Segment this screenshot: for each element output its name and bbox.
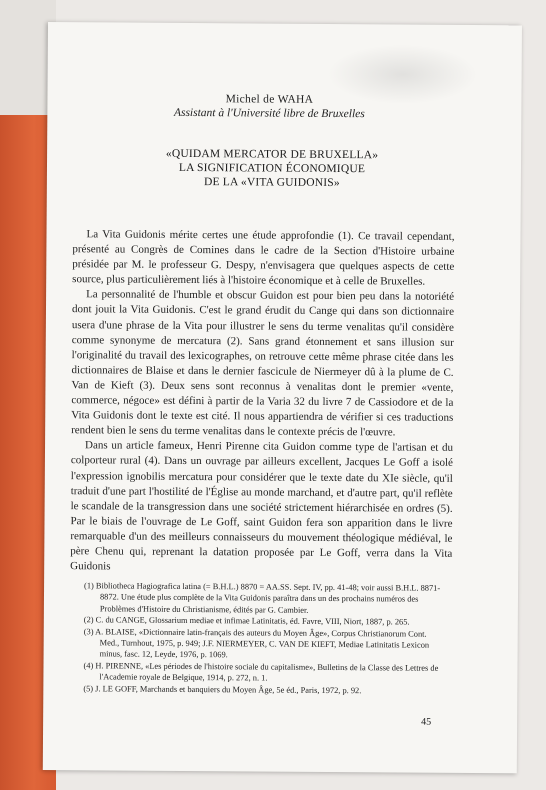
author-block	[159, 93, 379, 121]
title-line-2: LA SIGNIFICATION ÉCONOMIQUE	[178, 161, 366, 176]
title-line-1: «QUIDAM MERCATOR DE BRUXELLA»	[165, 147, 379, 162]
title-line-3: DE LA «VITA GUIDONIS»	[203, 176, 340, 190]
footnote-1: (1) Bibliotheca Hagiografica latina (= B.H.L.) 8870 = AA.SS. Sept. IV, pp. 41-48; voir aussi B.H.L. 8871-8872. Une étude plus complète de la Vita Guidonis paraîtra dans un des prochains numéros des Problèmes d'Histoire du Christianisme, édités par G. Cambier.	[84, 581, 441, 615]
article-body	[70, 227, 454, 577]
author-name: Michel de WAHA	[225, 93, 314, 106]
footnote-2: (2) C. du CANGE, Glossarium mediae et infimae Latinitatis, éd. Favre, VIII, Niort, 1887, p. 265.	[83, 615, 410, 627]
author-affiliation: Assistant à l'Université libre de Bruxelles	[173, 106, 365, 121]
document-page	[43, 22, 522, 773]
page-number: 45	[421, 716, 432, 728]
footnote-5: (5) J. LE GOFF, Marchands et banquiers du Moyen Âge, 5e éd., Paris, 1972, p. 92.	[83, 683, 362, 695]
footnote-4: (4) H. PIRENNE, «Les périodes de l'histoire sociale du capitalisme», Bulletins de la Classe des Lettres de l'Academie royale de Belgique, 1914, p. 272, n. 1.	[83, 661, 439, 683]
footnotes	[83, 580, 444, 697]
body-paragraph-2: La personnalité de l'humble et obscur Guidon est pour bien peu dans la notoriété dont jouit la Vita Guidonis. C'est le grand érudit du Cange qui dans son dictionnaire usera d'une phrase de la Vita pour illustrer le sens du terme venalitas qu'il considère comme synonyme de mercatura (2). Sans grand étonnement et sans illusion sur l'originalité du travail des lexicographes, on retrouve cette même phrase citée dans les dictionnaires de Blaise et dans le dernier fascicule de Niermeyer dû à la plume de C. Van de Kieft (3). Deux sens sont reconnus à venalitas dont le premier «vente, commerce, négoce» est défini à partir de la Varia 32 du livre 7 de Cassiodore et de la Vita Guidonis dont le texte est cité. Il nous appartiendra de vérifier si ces traductions rendent bien le sens du terme venalitas dans le contexte précis de l'œuvre.	[71, 288, 455, 439]
body-paragraph-1: La Vita Guidonis mérite certes une étude approfondie (1). Ce travail cependant, présenté au Congrès de Comines dans le cadre de la Section d'Histoire urbaine présidée par M. le professeur G. Despy, n'envisagera que quelques aspects de cette source, plus particulièrement liés à l'histoire économique et à celle de Bruxelles.	[72, 228, 455, 288]
body-paragraph-3: Dans un article fameux, Henri Pirenne cita Guidon comme type de l'artisan et du colporteur rural (4). Dans un ouvrage par ailleurs excellent, Jacques Le Goff a isolé l'expression ignobilis mercatura pour considérer que le texte date du XIe siècle, qu'il traduit d'une part l'hostilité de l'Église au monde marchand, et d'autre part, qu'il reflète le scandale de la transgression dans une société strictement hiérarchisée en ordres (5). Par le biais de l'ouvrage de Le Goff, saint Guidon fera son apparition dans le livre remarquable d'un des meilleurs connaisseurs du mouvement théologique médiéval, le père Chenu qui, reprenant la datation proposée par Le Goff, verra dans la Vita Guidonis	[70, 439, 454, 573]
article-title	[107, 146, 437, 190]
footnote-3: (3) A. BLAISE, «Dictionnaire latin-français des auteurs du Moyen Âge», Corpus Christianorum Cont. Med., Turnhout, 1975, p. 949; J.F. NIERMEYER, C. VAN DE KIEFT, Mediae Latinitatis Lexicon minus, fasc. 12, Leyde, 1976, p. 1069.	[83, 626, 430, 660]
